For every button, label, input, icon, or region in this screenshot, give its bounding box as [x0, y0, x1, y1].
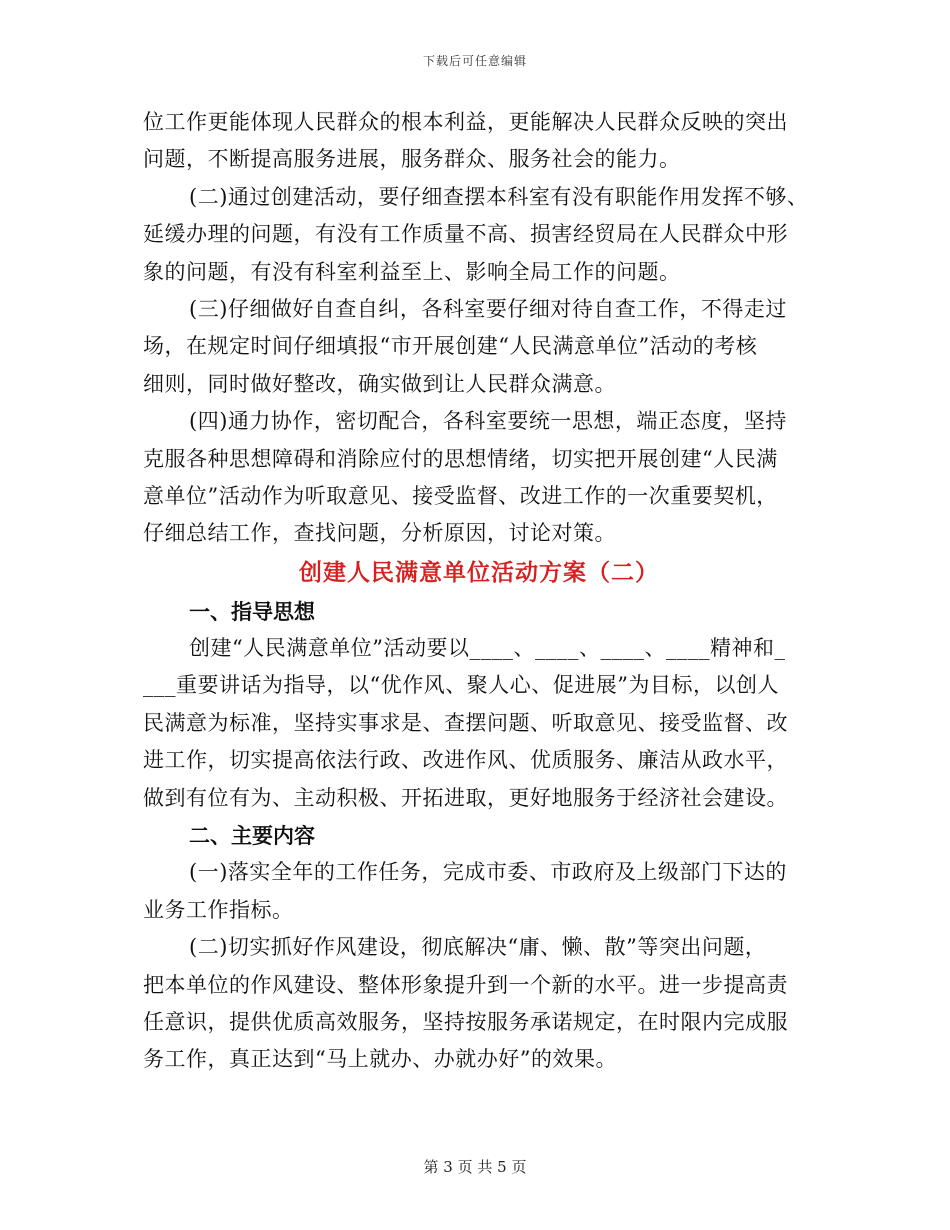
section-heading: 一、指导思想: [189, 598, 315, 624]
page-header: 下载后可任意编辑: [422, 54, 527, 68]
paragraph-line: 位工作更能体现人民群众的根本利益，更能解决人民群众反映的突出: [143, 110, 788, 134]
paragraph-line: 克服各种思想障碍和消除应付的思想情绪，切实把开展创建“人民满: [143, 446, 778, 471]
paragraph-line: 创建“人民满意单位”活动要以____、____、____、____精神和_: [189, 636, 786, 661]
paragraph-line: 意单位”活动作为听取意见、接受监督、改进工作的一次重要契机，: [143, 483, 778, 508]
paragraph-line: 问题，不断提高服务进展，服务群众、服务社会的能力。: [143, 147, 681, 172]
paragraph-line: 业务工作指标。: [143, 897, 294, 922]
section-title: 创建人民满意单位活动方案（二）: [299, 558, 659, 586]
section-heading: 二、主要内容: [189, 823, 315, 849]
paragraph-line: ___重要讲话为指导，以“优作风、聚人心、促进展”为目标，以创人: [143, 673, 779, 698]
paragraph-line: 仔细总结工作，查找问题，分析原因，讨论对策。: [143, 521, 616, 546]
paragraph-line: 细则，同时做好整改，确实做到让人民群众满意。: [143, 371, 616, 396]
document-body: [143, 104, 815, 1079]
paragraph-line: (一)落实全年的工作任务，完成市委、市政府及上级部门下达的: [189, 860, 787, 885]
paragraph-line: 进工作，切实提高依法行政、改进作风、优质服务、廉洁从政水平，: [143, 748, 788, 773]
paragraph-line: 把本单位的作风建设、整体形象提升到一个新的水平。进一步提高责: [143, 972, 788, 997]
paragraph-line: 延缓办理的问题，有没有工作质量不高、损害经贸局在人民群众中形: [143, 222, 788, 247]
page-number: 第 3 页 共 5 页: [423, 1158, 527, 1176]
paragraph-line: 民满意为标准，坚持实事求是、查摆问题、听取意见、接受监督、改: [143, 710, 788, 735]
paragraph-line: (四)通力协作，密切配合，各科室要统一思想，端正态度，坚持: [189, 409, 787, 434]
paragraph-line: 象的问题，有没有科室利益至上、影响全局工作的问题。: [143, 259, 681, 284]
paragraph-line: 任意识，提供优质高效服务，坚持按服务承诺规定，在时限内完成服: [143, 1009, 788, 1034]
paragraph-line: (二)切实抓好作风建设，彻底解决“庸、懒、散”等突出问题，: [189, 935, 767, 960]
paragraph-line: (二)通过创建活动，要仔细查摆本科室有没有职能作用发挥不够、: [189, 184, 809, 209]
paragraph-line: 做到有位有为、主动积极、开拓进取，更好地服务于经济社会建设。: [143, 785, 788, 810]
paragraph-line: 务工作，真正达到“马上就办、办就办好”的效果。: [143, 1047, 617, 1072]
paragraph-line: (三)仔细做好自查自纠，各科室要仔细对待自查工作，不得走过: [189, 296, 787, 321]
paragraph-line: 场，在规定时间仔细填报“市开展创建“人民满意单位”活动的考核: [143, 334, 758, 359]
